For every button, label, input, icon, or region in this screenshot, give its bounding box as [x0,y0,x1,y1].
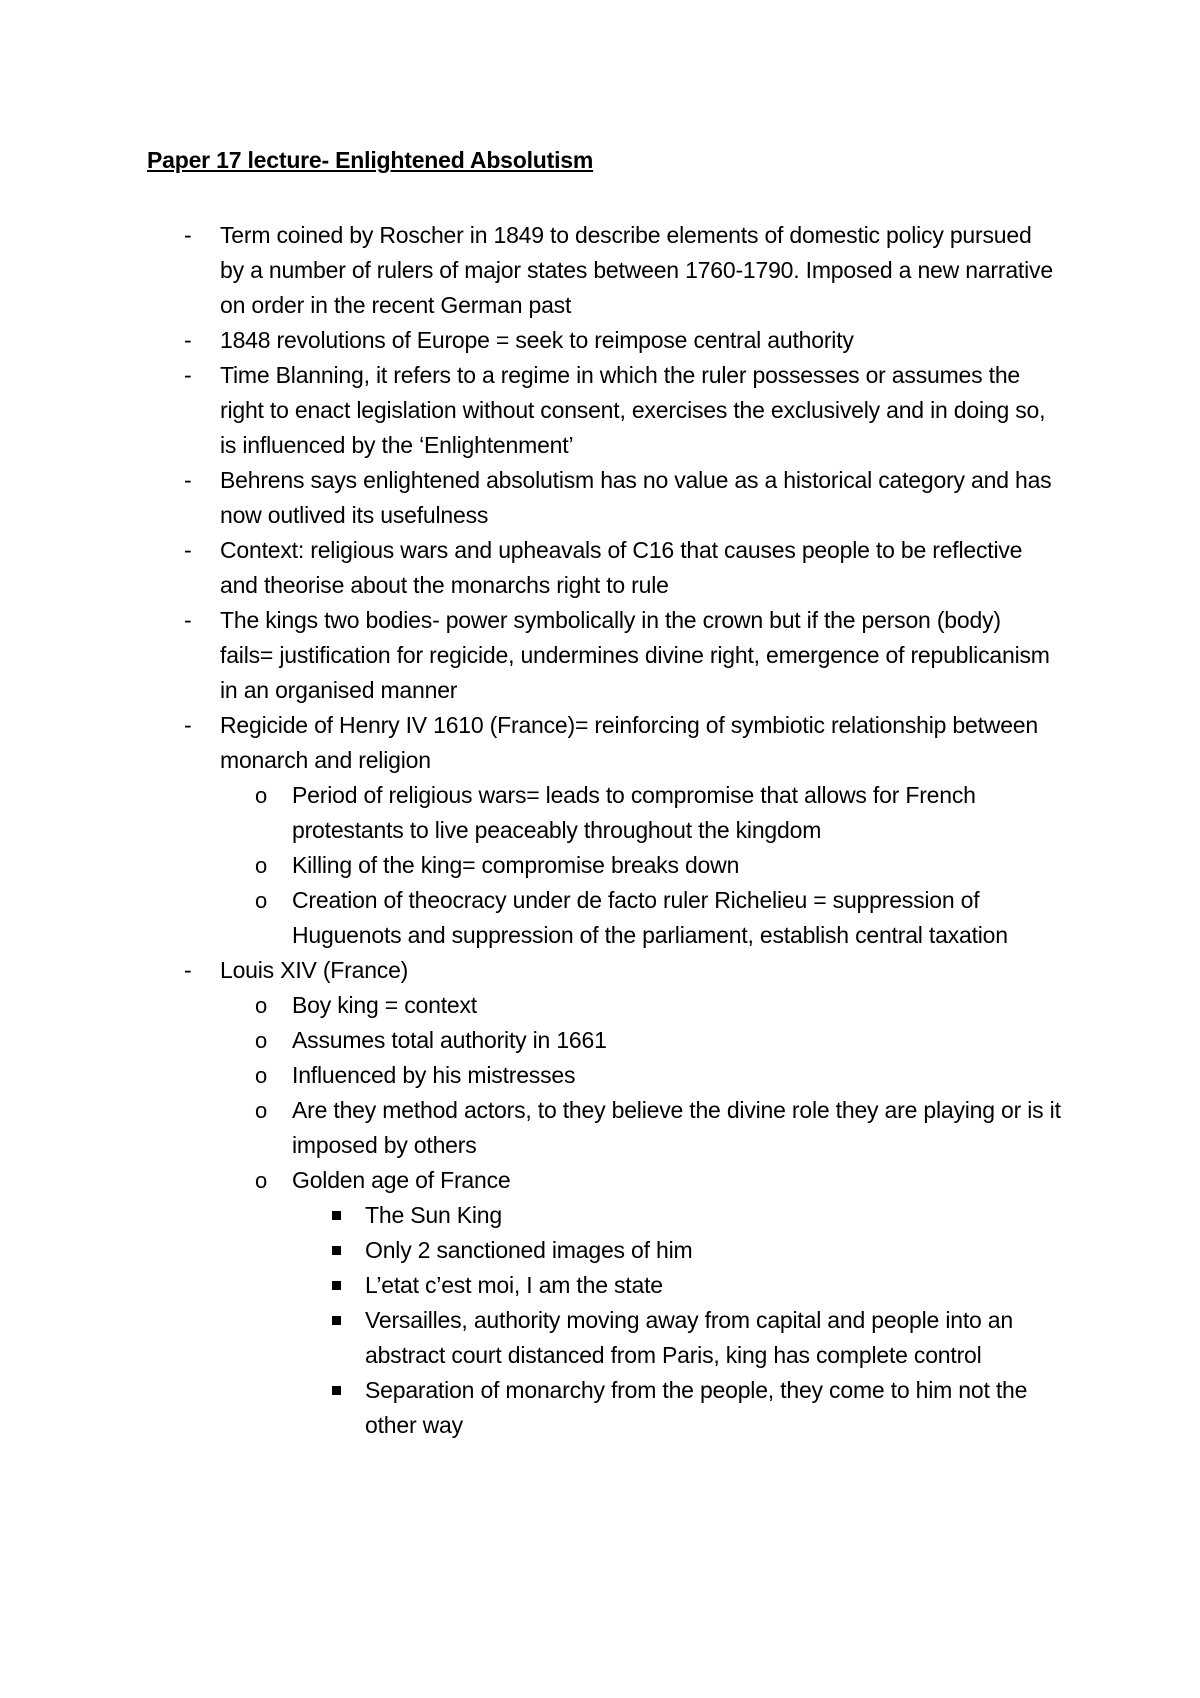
list-item [0,708,1060,778]
list-item-text: Killing of the king= compromise breaks down [292,852,740,878]
list-item-text: Golden age of France [292,1167,511,1193]
list-item-text: Are they method actors, to they believe the divine role they are playing or is it imposed by others [292,1097,1061,1158]
list-item-text: Regicide of Henry IV 1610 (France)= reinforcing of symbiotic relationship between monarch and religion [220,712,1038,773]
list-item [0,1093,1062,1163]
list-item [0,1268,1065,1303]
dash-bullet: - [184,712,192,738]
list-item-text: Term coined by Roscher in 1849 to describe elements of domestic policy pursued by a number of rulers of major states between 1760-1790. Imposed a new narrative on order in the recent German past [220,222,1053,318]
circle-bullet: o [255,1098,268,1123]
list-item-text: Louis XIV (France) [220,957,409,983]
list-item-text: Separation of monarchy from the people, they come to him not the other way [365,1377,1028,1438]
list-item-text: The Sun King [365,1202,502,1228]
square-bullet-icon [332,1211,341,1220]
list-item-text: Creation of theocracy under de facto ruler Richelieu = suppression of Huguenots and suppression of the parliament, establish central taxation [292,887,1008,948]
dash-bullet: - [184,607,192,633]
circle-bullet: o [255,1168,268,1193]
list-item [0,603,1060,708]
list-item [0,1163,1062,1198]
dash-bullet: - [184,957,192,983]
square-bullet-icon [332,1386,341,1395]
circle-bullet: o [255,993,268,1018]
list-item [0,1198,1065,1233]
list-item-text: Period of religious wars= leads to compromise that allows for French protestants to live peaceably throughout the kingdom [292,782,976,843]
list-item [0,1233,1065,1268]
list-item-text: Only 2 sanctioned images of him [365,1237,693,1263]
square-bullet-icon [332,1246,341,1255]
list-item [0,848,1062,883]
list-item-text: L’etat c’est moi, I am the state [365,1272,663,1298]
dash-bullet: - [184,327,192,353]
list-item [0,323,1060,358]
list-item-text: Behrens says enlightened absolutism has no value as a historical category and has now outlived its usefulness [220,467,1052,528]
list-item [0,883,1062,953]
list-item-text: The kings two bodies- power symbolically in the crown but if the person (body) fails= justification for regicide, undermines divine right, emergence of republicanism in an organised manner [220,607,1050,703]
square-bullet-icon [332,1316,341,1325]
list-item [0,953,1060,988]
circle-bullet: o [255,853,268,878]
list-item-text: Assumes total authority in 1661 [292,1027,607,1053]
list-item-text: Time Blanning, it refers to a regime in which the ruler possesses or assumes the right to enact legislation without consent, exercises the exclusively and in doing so, is influenced by the ‘Enlightenment’ [220,362,1046,458]
list-item [0,988,1062,1023]
notes-list [0,218,1200,1443]
list-item [0,1303,1065,1373]
list-item-text: Versailles, authority moving away from capital and people into an abstract court distanced from Paris, king has complete control [365,1307,1013,1368]
list-item [0,463,1060,533]
list-item [0,1373,1065,1443]
page-title: Paper 17 lecture- Enlightened Absolutism [147,147,594,173]
dash-bullet: - [184,362,192,388]
list-item [0,1023,1062,1058]
square-bullet-icon [332,1281,341,1290]
list-item-text: Influenced by his mistresses [292,1062,576,1088]
list-item [0,358,1060,463]
list-item-text: Boy king = context [292,992,477,1018]
list-item-text: Context: religious wars and upheavals of C16 that causes people to be reflective and theorise about the monarchs right to rule [220,537,1023,598]
list-item [0,218,1060,323]
list-item [0,533,1060,603]
dash-bullet: - [184,537,192,563]
list-item-text: 1848 revolutions of Europe = seek to reimpose central authority [220,327,854,353]
circle-bullet: o [255,1063,268,1088]
circle-bullet: o [255,888,268,913]
dash-bullet: - [184,222,192,248]
circle-bullet: o [255,1028,268,1053]
list-item [0,778,1062,848]
dash-bullet: - [184,467,192,493]
circle-bullet: o [255,783,268,808]
list-item [0,1058,1062,1093]
